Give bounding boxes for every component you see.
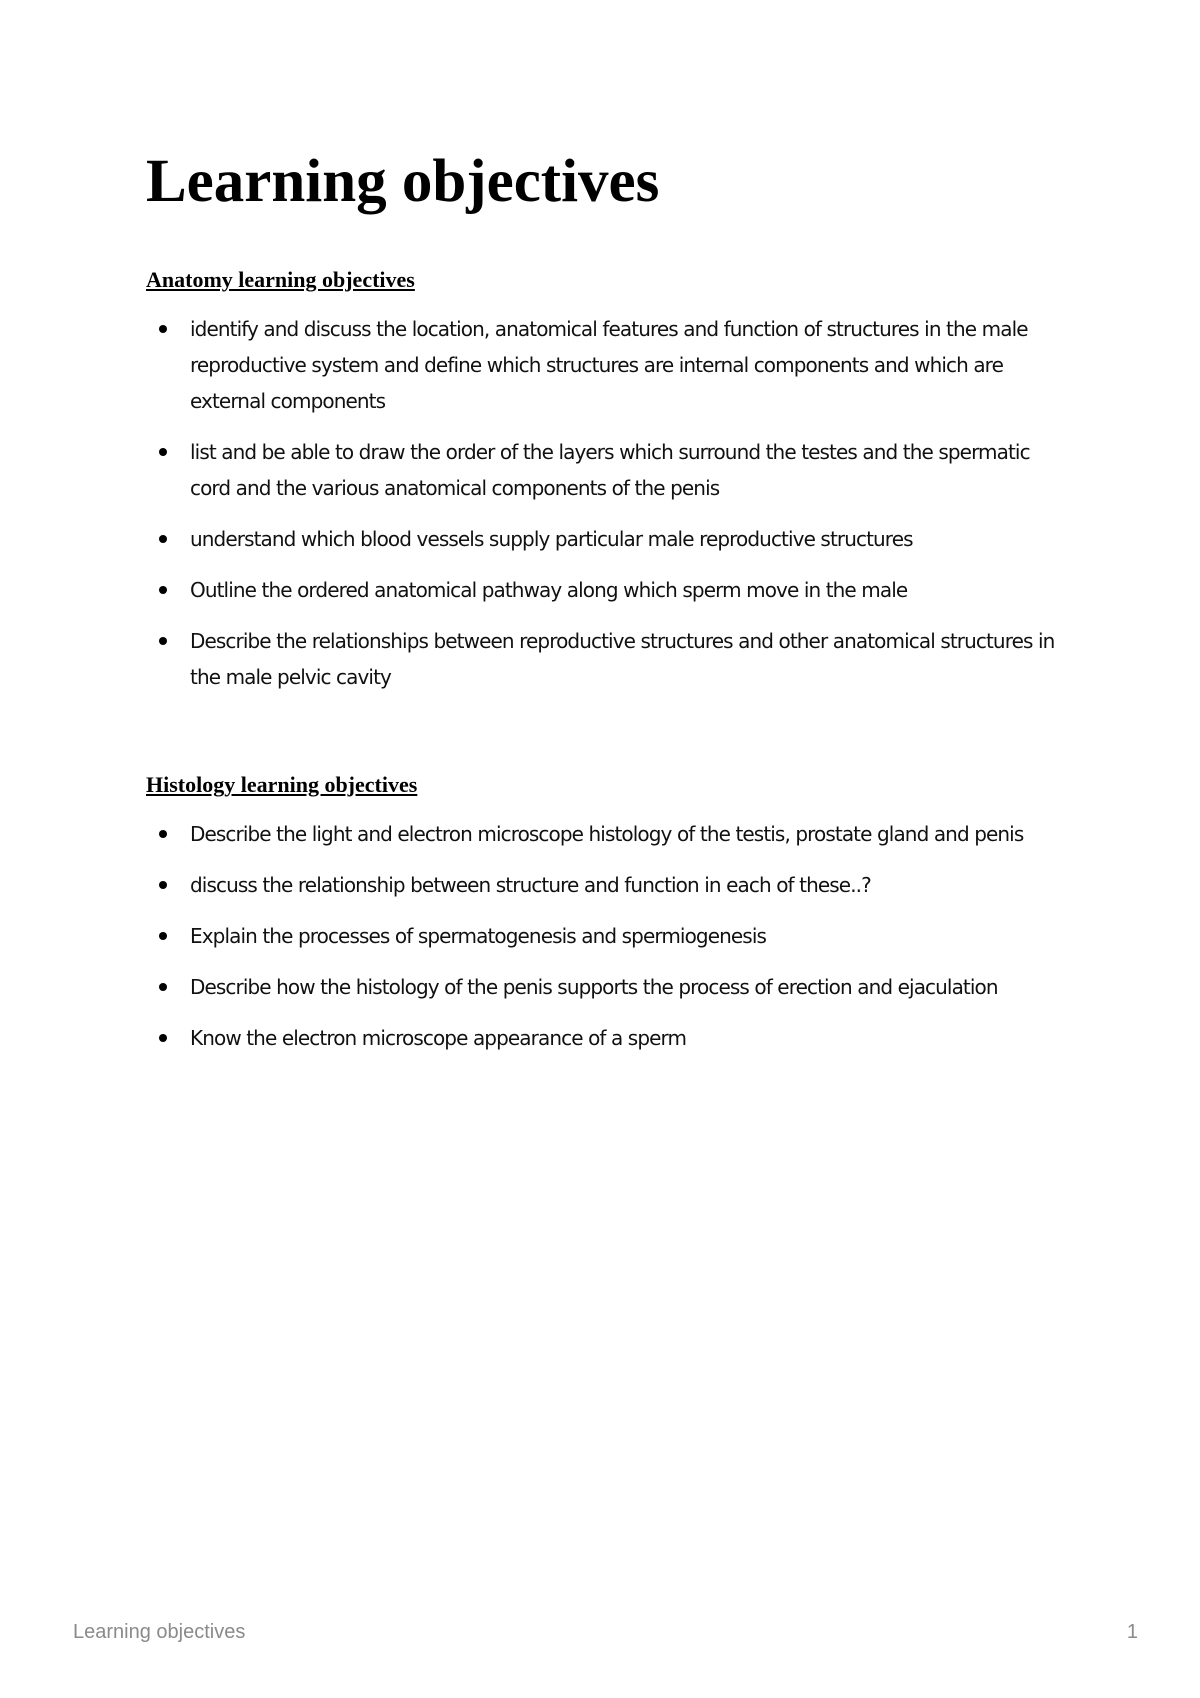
list-item: identify and discuss the location, anatomical features and function of structures in the male reproductive system and define which structures are internal components and which are external components [146, 311, 1066, 419]
list-item: understand which blood vessels supply particular male reproductive structures [146, 521, 1066, 557]
list-item: Describe the light and electron microscope histology of the testis, prostate gland and penis [146, 816, 1066, 852]
anatomy-objectives-list [146, 311, 1066, 695]
anatomy-section [146, 265, 1066, 710]
histology-section-heading: Histology learning objectives [146, 772, 418, 797]
list-item: Outline the ordered anatomical pathway along which sperm move in the male [146, 572, 1066, 608]
histology-section [146, 770, 1066, 1071]
page-number: 1 [1126, 1621, 1138, 1643]
anatomy-section-heading: Anatomy learning objectives [146, 267, 415, 292]
list-item: Know the electron microscope appearance of a sperm [146, 1020, 1066, 1056]
page-title: Learning objectives [146, 148, 660, 215]
list-item: Describe how the histology of the penis supports the process of erection and ejaculation [146, 969, 1066, 1005]
list-item: Describe the relationships between reproductive structures and other anatomical structures in the male pelvic cavity [146, 623, 1066, 695]
footer-title: Learning objectives [73, 1621, 246, 1643]
list-item: list and be able to draw the order of the layers which surround the testes and the spermatic cord and the various anatomical components of the penis [146, 434, 1066, 506]
histology-objectives-list [146, 816, 1066, 1056]
list-item: Explain the processes of spermatogenesis and spermiogenesis [146, 918, 1066, 954]
list-item: discuss the relationship between structure and function in each of these..? [146, 867, 1066, 903]
